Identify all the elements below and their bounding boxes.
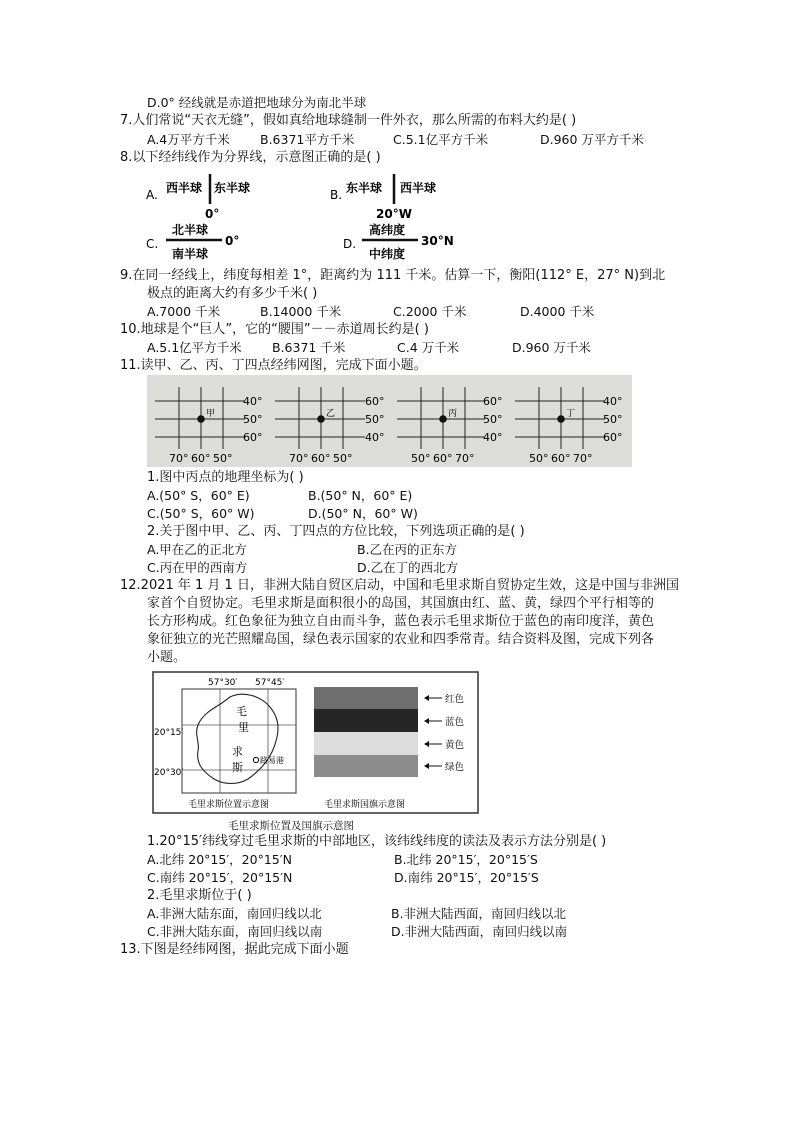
q8-b-line-label: 20°W [376,207,412,221]
q11-panel-3-point [439,415,447,423]
q12-flag-stripe-yellow [314,732,418,755]
q11-panel-4-point-name: 丁 [566,409,576,419]
q11-sub2-option-d: D.乙在丁的西北方 [357,560,459,575]
q8-d-bottom: 中纬度 [369,247,406,261]
q12-sub2-stem: 2.毛里求斯位于( ) [147,888,252,903]
q11-panel-3-lat-label-1: 60° [483,395,503,408]
q11-panel-4-lon-label-2: 60° [551,452,571,465]
q11-sub1-option-a: A.(50° S，60° E) [147,488,250,503]
q9-option-b: B.14000 千米 [260,304,342,319]
q11-panel-1-lon-label-1: 70° [169,452,189,465]
q12-map-caption: 毛里求斯位置示意图 [188,800,270,810]
q12-flag-label-yellow: 黄色 [445,740,465,751]
q12-island-char1: 毛 [236,705,247,718]
q12-sub1-option-c: C.南纬 20°15′，20°15′N [147,870,293,885]
q12-flag-stripe-blue [314,709,418,732]
q12-lat2-label: 20°30′ [154,768,184,778]
q12-para-line3: 长方形构成。红色象征为独立自由而斗争，蓝色表示毛里求斯位于蓝色的南印度洋，黄色 [147,614,655,629]
q11-panel-2-point [317,415,325,423]
q11-sub1-option-b: B.(50° N，60° E) [308,488,413,503]
q12-capital-label: 路易港 [260,756,284,765]
q8-d-line-label: 30°N [421,234,454,248]
q8-b-label: B. [330,188,343,202]
q11-panel-4-lat-label-2: 50° [603,413,623,426]
q11-sub2-stem: 2.关于图中甲、乙、丙、丁四点的方位比较，下列选项正确的是( ) [147,524,525,539]
q11-panel-2-lat-label-1: 60° [365,395,385,408]
q8-a-left: 西半球 [166,181,203,195]
q12-para-line1: 12.2021 年 1 月 1 日，非洲大陆自贸区启动，中国和毛里求斯自贸协定生效，这是中国与非洲国 [120,578,679,593]
q11-panel-1-lon-label-2: 60° [191,452,211,465]
q11-panel-1-lat-label-2: 50° [243,413,263,426]
q10-option-c: C.4 万千米 [397,340,460,355]
q12-flag-stripe-red [314,687,418,709]
q10-stem: 10.地球是个“巨人”，它的“腰围”－－赤道周长约是( ) [120,322,429,337]
q10-option-b: B.6371 千米 [272,340,346,355]
q12-flag-stripe-green [314,755,418,777]
q10-option-d: D.960 万千米 [512,340,591,355]
q12-sub2-option-a: A.非洲大陆东面，南回归线以北 [147,906,322,921]
q8-d-top: 高纬度 [369,223,406,237]
q11-panel-2-lat-label-3: 40° [365,431,385,444]
q11-panel-2-lat-label-2: 50° [365,413,385,426]
q11-panel-1-lat-label-1: 40° [243,395,263,408]
q8-c-top: 北半球 [172,223,209,237]
q7-option-d: D.960 万平方千米 [540,132,644,147]
q11-panel-3-point-name: 丙 [448,409,458,419]
q12-flag [314,687,418,777]
q12-para-line5: 小题。 [147,650,187,665]
q8-b-right: 西半球 [400,181,437,195]
q12-sub1-option-d: D.南纬 20°15′，20°15′S [394,870,539,885]
q12-lat1-label: 20°15′ [154,728,184,738]
q8-c-line-label: 0° [225,234,240,248]
q9-stem-line2: 极点的距离大约有多少千米( ) [147,286,318,301]
q9-option-a: A.7000 千米 [147,304,221,319]
q11-panel-1-point [197,415,205,423]
q8-d-label: D. [343,237,357,251]
q8-b-left: 东半球 [346,181,383,195]
q11-panel-3-lat-label-3: 40° [483,431,503,444]
q8-a-line-label: 0° [205,207,220,221]
q12-sub2-option-b: B.非洲大陆西面，南回归线以北 [391,906,567,921]
q12-flag-label-green: 绿色 [445,762,465,773]
q12-island-char4: 斯 [232,761,243,774]
q8-c-label: C. [146,237,159,251]
q11-panel-1-point-name: 甲 [206,409,216,419]
q12-sub2-option-d: D.非洲大陆西面，南回归线以南 [391,924,568,939]
q8-a-right: 东半球 [214,181,251,195]
q6-option-d: D.0° 经线就是赤道把地球分为南北半球 [147,95,367,110]
q11-sub1-stem: 1.图中丙点的地理坐标为( ) [147,470,304,485]
q12-flag-label-blue: 蓝色 [445,717,465,728]
q12-mauritius-figure [152,671,480,817]
q11-sub2-option-c: C.丙在甲的西南方 [147,560,248,575]
q12-para-line2: 家首个自贸协定。毛里求斯是面积很小的岛国，其国旗由红、蓝、黄，绿四个平行相等的 [147,596,655,611]
q12-island-char2: 里 [238,721,249,734]
q7-option-c: C.5.1亿平方千米 [393,132,489,147]
q11-panel-4-lon-label-3: 70° [573,452,593,465]
q11-panel-3-lon-label-2: 60° [433,452,453,465]
q7-option-a: A.4万平方千米 [147,132,230,147]
q11-sub1-option-d: D.(50° N，60° W) [308,506,418,521]
q11-panel-3-lon-label-3: 70° [455,452,475,465]
q12-flag-caption: 毛里求斯国旗示意图 [324,800,406,810]
q11-sub1-option-c: C.(50° S，60° W) [147,506,255,521]
q12-sub1-option-a: A.北纬 20°15′，20°15′N [147,852,292,867]
q11-panel-2-point-name: 乙 [326,409,336,419]
q9-option-d: D.4000 千米 [520,304,595,319]
q11-panel-4-lat-label-1: 40° [603,395,623,408]
q12-sub2-option-c: C.非洲大陆东面，南回归线以南 [147,924,323,939]
q12-island-char3: 求 [232,745,243,758]
q12-lon2-label: 57°45′ [255,678,285,688]
q11-panel-1-lat-label-3: 60° [243,431,263,444]
q10-option-a: A.5.1亿平方千米 [147,340,242,355]
q12-figure-caption: 毛里求斯位置及国旗示意图 [228,820,354,832]
q11-sub2-option-b: B.乙在丙的正东方 [357,542,458,557]
q11-panel-1-lon-label-3: 50° [213,452,233,465]
q11-panel-2-lon-label-3: 50° [333,452,353,465]
q11-graticule-figure [147,375,632,467]
q12-para-line4: 象征独立的光芒照耀岛国，绿色表示国家的农业和四季常青。结合资料及图，完成下列各 [147,632,655,647]
q8-figure [140,168,470,264]
q8-c-bottom: 南半球 [172,247,209,261]
q11-panel-4-lat-label-3: 60° [603,431,623,444]
q11-panel-3-lat-label-2: 50° [483,413,503,426]
q12-sub1-option-b: B.北纬 20°15′，20°15′S [394,852,538,867]
q11-sub2-option-a: A.甲在乙的正北方 [147,542,247,557]
q11-panel-2-lon-label-2: 60° [311,452,331,465]
q8-stem: 8.以下经纬线作为分界线，示意图正确的是( ) [120,150,381,165]
q9-option-c: C.2000 千米 [393,304,467,319]
q11-panel-4-lon-label-1: 50° [529,452,549,465]
q12-flag-label-red: 红色 [445,694,465,705]
q11-panel-4-point [557,415,565,423]
q13-stem: 13.下图是经纬网图，据此完成下面小题 [120,942,349,957]
q12-lon1-label: 57°30′ [208,678,238,688]
q8-a-label: A. [146,188,158,202]
q9-stem-line1: 9.在同一经线上，纬度每相差 1°，距离约为 111 千米。估算一下，衡阳(112° E，27° N)到北 [120,268,666,283]
q12-sub1-stem: 1.20°15′纬线穿过毛里求斯的中部地区，该纬线纬度的读法及表示方法分别是( ) [147,834,607,849]
q7-stem: 7.人们常说“天衣无缝”，假如真给地球缝制一件外衣，那么所需的布料大约是( ) [120,113,577,128]
q7-option-b: B.6371平方千米 [260,132,355,147]
q11-stem: 11.读甲、乙、丙、丁四点经纬网图，完成下面小题。 [120,358,427,373]
q11-panel-3-lon-label-1: 50° [411,452,431,465]
q11-panel-2-lon-label-1: 70° [289,452,309,465]
